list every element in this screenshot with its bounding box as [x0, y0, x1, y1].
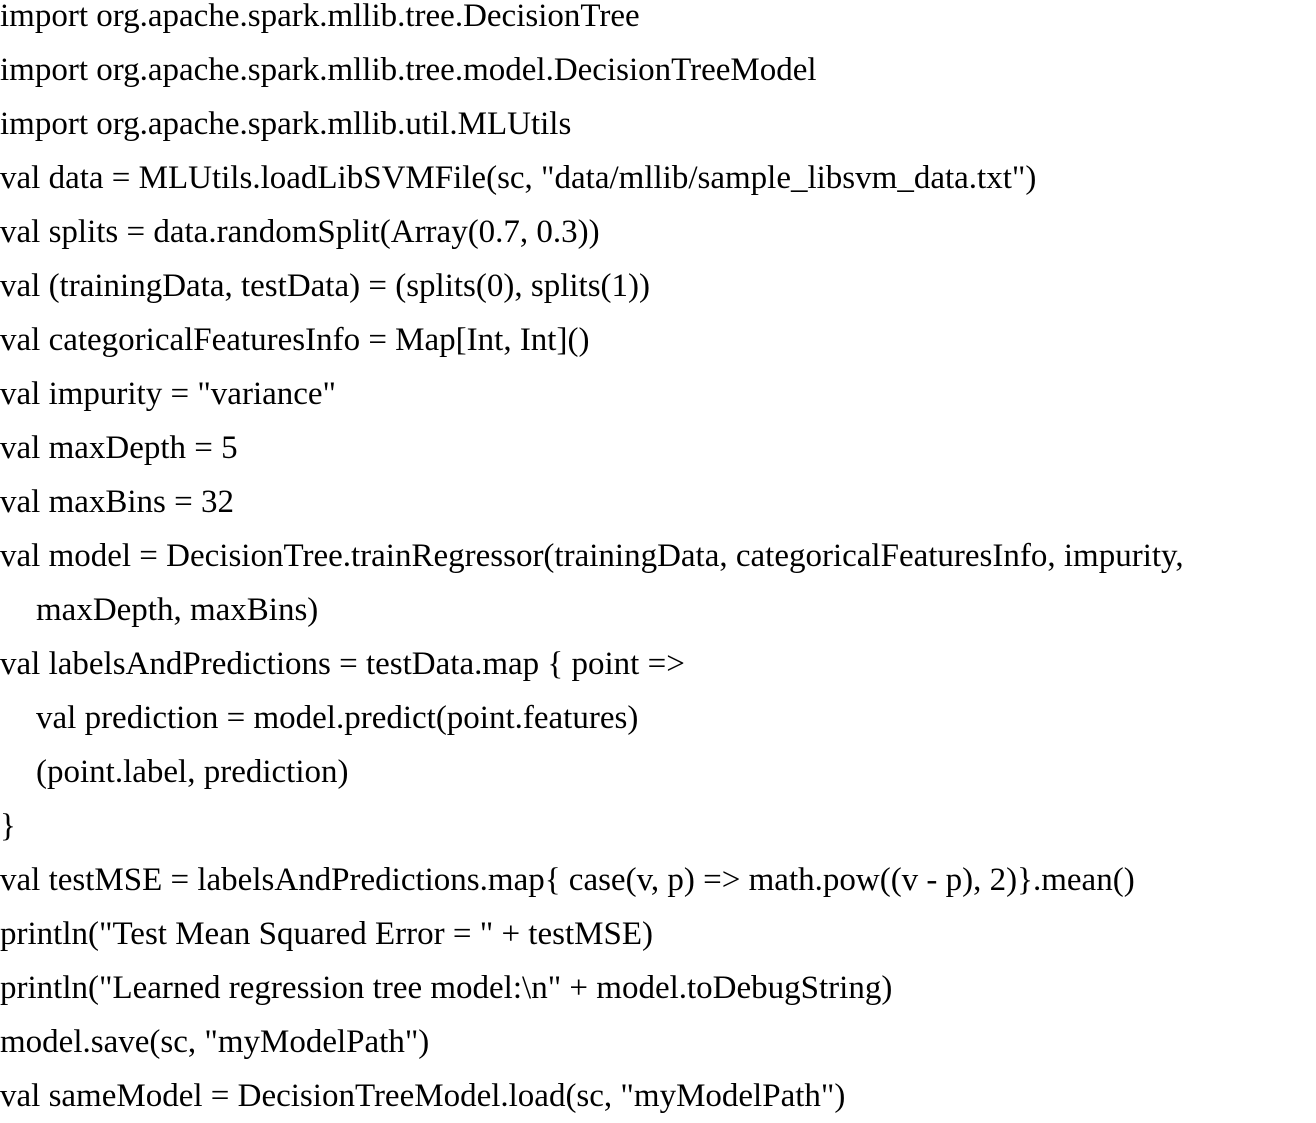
code-line-continuation: maxDepth, maxBins) [36, 592, 319, 628]
code-line: println("Learned regression tree model:\n" + model.toDebugString) [0, 970, 893, 1006]
code-line: val data = MLUtils.loadLibSVMFile(sc, "data/mllib/sample_libsvm_data.txt") [0, 160, 1037, 196]
code-line-indented: (point.label, prediction) [36, 754, 349, 790]
code-line: val testMSE = labelsAndPredictions.map{ case(v, p) => math.pow((v - p), 2)}.mean() [0, 862, 1135, 898]
code-line: val categoricalFeaturesInfo = Map[Int, Int]() [0, 322, 590, 358]
code-line-indented: val prediction = model.predict(point.features) [36, 700, 639, 736]
code-line: model.save(sc, "myModelPath") [0, 1024, 430, 1060]
code-line: val splits = data.randomSplit(Array(0.7, 0.3)) [0, 214, 600, 250]
code-line: val (trainingData, testData) = (splits(0), splits(1)) [0, 268, 651, 304]
code-line: import org.apache.spark.mllib.tree.model.DecisionTreeModel [0, 52, 817, 88]
code-line: val maxDepth = 5 [0, 430, 238, 466]
code-line: val impurity = "variance" [0, 376, 337, 412]
code-line: println("Test Mean Squared Error = " + testMSE) [0, 916, 653, 952]
code-line: val sameModel = DecisionTreeModel.load(sc, "myModelPath") [0, 1078, 846, 1114]
code-line: } [0, 808, 16, 844]
code-line: val maxBins = 32 [0, 484, 235, 520]
code-line: import org.apache.spark.mllib.util.MLUtils [0, 106, 572, 142]
code-line: val labelsAndPredictions = testData.map { point => [0, 646, 685, 682]
code-line: import org.apache.spark.mllib.tree.DecisionTree [0, 0, 640, 34]
code-line: val model = DecisionTree.trainRegressor(trainingData, categoricalFeaturesInfo, impurity, [0, 538, 1184, 574]
